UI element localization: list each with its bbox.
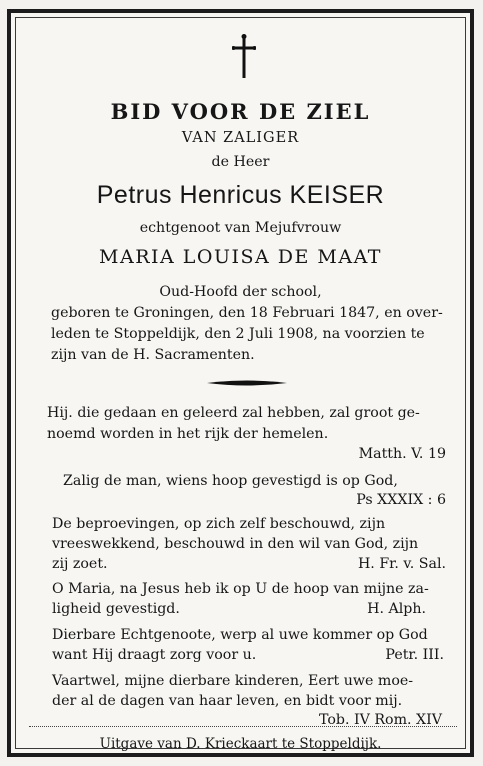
publisher-line: Uitgave van D. Krieckaart te Stoppeldijk. [99, 736, 382, 752]
verse-source: H. Alph. [367, 601, 426, 617]
verse-line: vreeswekkend, beschouwd in den wil van God, zijn [52, 536, 419, 552]
deceased-name: Petrus Henricus KEISER [96, 181, 385, 209]
spouse-name: MARIA LOUISA DE MAAT [99, 246, 382, 268]
de-heer: de Heer [211, 154, 270, 170]
bio-line: leden te Stoppeldijk, den 2 Juli 1908, na voorzien te [51, 326, 425, 342]
verse-line: noemd worden in het rijk der hemelen. [47, 426, 329, 442]
verse-source: H. Fr. v. Sal. [357, 556, 446, 572]
verse-line: zij zoet. [52, 556, 108, 572]
verse-line: De beproevingen, op zich zelf beschouwd, zijn [52, 516, 386, 532]
verse-line: O Maria, na Jesus heb ik op U de hoop van mijne za- [52, 581, 429, 597]
spouse-intro: echtgenoot van Mejufvrouw [139, 220, 342, 236]
van-zaliger: VAN ZALIGER [181, 130, 300, 146]
verse-line: ligheid gevestigd. [52, 601, 180, 617]
verse-source: Ps XXXIX : 6 [356, 492, 446, 508]
bio-line: zijn van de H. Sacramenten. [51, 347, 255, 363]
verse-line: Hij. die gedaan en geleerd zal hebben, zal groot ge- [47, 405, 420, 421]
role: Oud-Hoofd der school, [159, 284, 322, 300]
verse-line: Dierbare Echtgenoote, werp al uwe kommer op God [52, 627, 428, 643]
cross-icon [232, 34, 256, 80]
verse-source: Matth. V. 19 [358, 446, 446, 462]
prayer-card [7, 9, 474, 757]
card-title: BID VOOR DE ZIEL [110, 99, 371, 124]
dotted-divider [29, 726, 457, 727]
verse-source: Petr. III. [385, 647, 444, 663]
divider-ornament-icon [207, 379, 287, 387]
verse-line: want Hij draagt zorg voor u. [52, 647, 257, 663]
bio-line: geboren te Groningen, den 18 Februari 1847, en over- [51, 305, 443, 321]
verse-line: Vaartwel, mijne dierbare kinderen, Eert uwe moe- [52, 673, 414, 689]
verse-line: Zalig de man, wiens hoop gevestigd is op God, [63, 473, 398, 489]
verse-source: Tob. IV Rom. XIV [318, 712, 442, 728]
verse-line: der al de dagen van haar leven, en bidt voor mij. [52, 693, 403, 709]
